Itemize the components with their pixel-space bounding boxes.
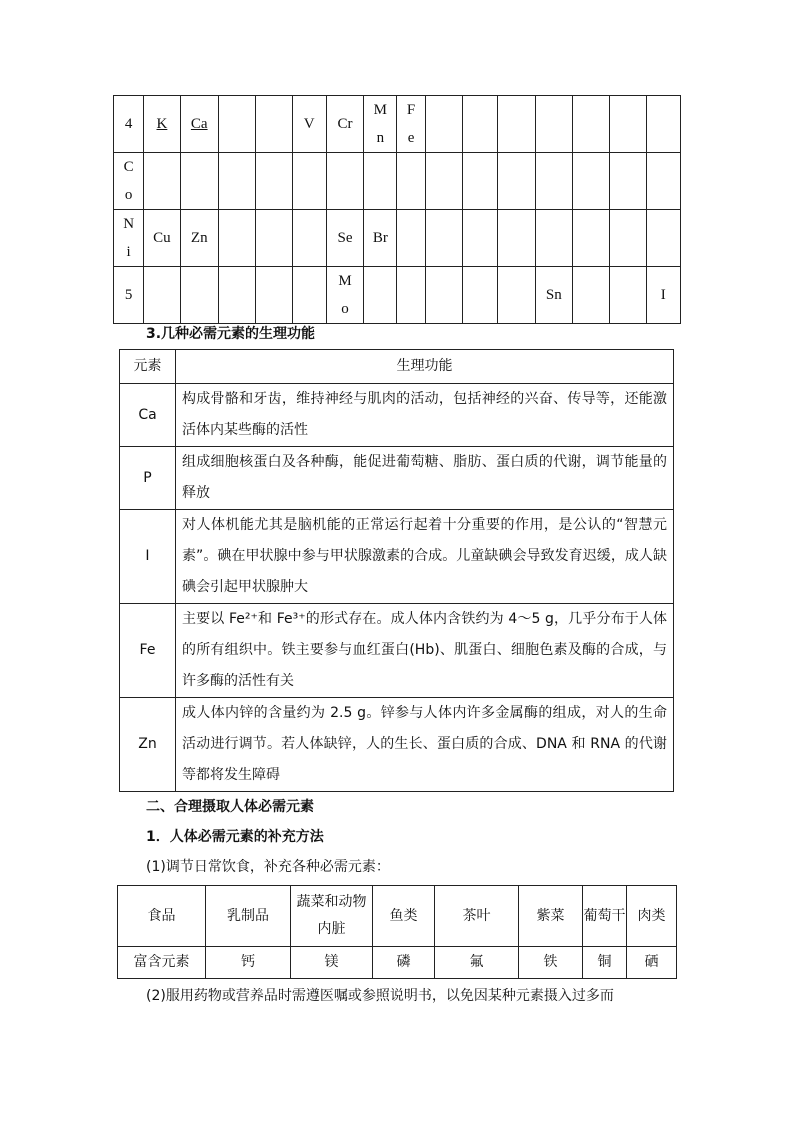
header-function: 生理功能 <box>176 350 674 384</box>
element-functions-table <box>119 349 674 792</box>
periodic-cell <box>425 267 462 324</box>
periodic-row <box>114 210 681 267</box>
element-cell: Zn <box>120 698 176 792</box>
subsection1-title: 1．人体必需元素的补充方法 <box>146 829 324 845</box>
periodic-cell <box>572 153 609 210</box>
periodic-cell <box>610 210 646 267</box>
periodic-cell <box>364 153 397 210</box>
periodic-cell: Ca <box>180 96 218 153</box>
periodic-cell <box>256 96 292 153</box>
periodic-cell <box>646 96 680 153</box>
periodic-cell: 5 <box>114 267 144 324</box>
periodic-cell <box>180 153 218 210</box>
periodic-row <box>114 267 681 324</box>
food-cell: 食品 <box>118 886 206 947</box>
function-cell: 对人体机能尤其是脑机能的正常运行起着十分重要的作用，是公认的“智慧元素”。碘在甲状腺中参与甲状腺激素的合成。儿童缺碘会导致发育迟缓，成人缺碘会引起甲状腺肿大 <box>176 510 674 604</box>
element-row <box>118 947 677 979</box>
periodic-cell <box>610 96 646 153</box>
periodic-cell <box>326 153 363 210</box>
periodic-cell <box>144 153 180 210</box>
periodic-cell: K <box>144 96 180 153</box>
periodic-cell <box>572 210 609 267</box>
periodic-cell <box>256 153 292 210</box>
periodic-cell: N i <box>114 210 144 267</box>
function-cell: 主要以 Fe²⁺和 Fe³⁺的形式存在。成人体内含铁约为 4～5 g，几乎分布于人体的所有组织中。铁主要参与血红蛋白(Hb)、肌蛋白、细胞色素及酶的合成，与许多酶的活性有关 <box>176 604 674 698</box>
periodic-cell: Se <box>326 210 363 267</box>
section2-title: 二、合理摄取人体必需元素 <box>146 799 314 815</box>
food-cell: 茶叶 <box>435 886 519 947</box>
periodic-cell <box>425 153 462 210</box>
periodic-cell: M o <box>326 267 363 324</box>
periodic-cell <box>610 153 646 210</box>
periodic-cell <box>463 153 498 210</box>
table-row <box>120 447 674 510</box>
periodic-cell <box>498 96 535 153</box>
table-row <box>120 698 674 792</box>
periodic-cell: Cu <box>144 210 180 267</box>
element-cell: Fe <box>120 604 176 698</box>
food-cell: 肉类 <box>627 886 677 947</box>
periodic-row <box>114 96 681 153</box>
periodic-cell <box>218 210 255 267</box>
element-cell: 铁 <box>519 947 583 979</box>
periodic-cell <box>425 96 462 153</box>
periodic-cell <box>646 153 680 210</box>
periodic-cell <box>498 210 535 267</box>
food-cell: 紫菜 <box>519 886 583 947</box>
food-cell: 乳制品 <box>206 886 291 947</box>
function-cell: 构成骨骼和牙齿，维持神经与肌肉的活动，包括神经的兴奋、传导等，还能激活体内某些酶的活性 <box>176 384 674 447</box>
element-cell: 钙 <box>206 947 291 979</box>
periodic-cell <box>397 210 425 267</box>
periodic-cell <box>498 153 535 210</box>
periodic-cell <box>256 210 292 267</box>
periodic-cell <box>463 96 498 153</box>
element-cell: I <box>120 510 176 604</box>
periodic-cell <box>364 267 397 324</box>
periodic-cell: 4 <box>114 96 144 153</box>
periodic-cell <box>535 210 572 267</box>
periodic-cell <box>425 210 462 267</box>
function-cell: 组成细胞核蛋白及各种酶，能促进葡萄糖、脂肪、蛋白质的代谢，调节能量的释放 <box>176 447 674 510</box>
periodic-cell <box>572 267 609 324</box>
paragraph-2: (2)服用药物或营养品时需遵医嘱或参照说明书，以免因某种元素摄入过多而 <box>146 988 614 1004</box>
periodic-cell: M n <box>364 96 397 153</box>
periodic-cell: Br <box>364 210 397 267</box>
periodic-cell: Cr <box>326 96 363 153</box>
function-cell: 成人体内锌的含量约为 2.5 g。锌参与人体内许多金属酶的组成，对人的生命活动进行调节。若人体缺锌，人的生长、蛋白质的合成、DNA 和 RNA 的代谢等都将发生障碍 <box>176 698 674 792</box>
periodic-cell <box>397 267 425 324</box>
periodic-cell: C o <box>114 153 144 210</box>
periodic-cell <box>535 153 572 210</box>
periodic-cell <box>144 267 180 324</box>
element-cell: P <box>120 447 176 510</box>
table-row <box>120 604 674 698</box>
element-cell: Ca <box>120 384 176 447</box>
periodic-cell: V <box>292 96 326 153</box>
header-element: 元素 <box>120 350 176 384</box>
periodic-cell: F e <box>397 96 425 153</box>
food-cell: 鱼类 <box>373 886 435 947</box>
periodic-cell <box>180 267 218 324</box>
table-row <box>120 384 674 447</box>
element-cell: 硒 <box>627 947 677 979</box>
periodic-cell <box>535 96 572 153</box>
food-cell: 蔬菜和动物内脏 <box>291 886 373 947</box>
periodic-cell <box>292 267 326 324</box>
table-row <box>120 510 674 604</box>
element-cell: 富含元素 <box>118 947 206 979</box>
paragraph-1: (1)调节日常饮食，补充各种必需元素： <box>146 859 390 875</box>
periodic-cell <box>292 210 326 267</box>
periodic-cell: I <box>646 267 680 324</box>
element-cell: 磷 <box>373 947 435 979</box>
food-elements-table <box>117 885 677 979</box>
periodic-cell <box>397 153 425 210</box>
element-cell: 铜 <box>583 947 627 979</box>
periodic-cell <box>463 210 498 267</box>
periodic-cell <box>256 267 292 324</box>
periodic-cell <box>292 153 326 210</box>
section3-title: 3.几种必需元素的生理功能 <box>146 326 316 342</box>
periodic-cell <box>218 267 255 324</box>
food-cell: 葡萄干 <box>583 886 627 947</box>
periodic-cell: Zn <box>180 210 218 267</box>
periodic-cell <box>218 96 255 153</box>
periodic-cell <box>646 210 680 267</box>
food-row <box>118 886 677 947</box>
element-cell: 镁 <box>291 947 373 979</box>
periodic-cell: Sn <box>535 267 572 324</box>
periodic-row <box>114 153 681 210</box>
periodic-cell <box>572 96 609 153</box>
periodic-cell <box>498 267 535 324</box>
element-cell: 氟 <box>435 947 519 979</box>
periodic-cell <box>463 267 498 324</box>
periodic-cell <box>610 267 646 324</box>
periodic-cell <box>218 153 255 210</box>
periodic-table-fragment <box>113 95 681 324</box>
functions-header-row <box>120 350 674 384</box>
